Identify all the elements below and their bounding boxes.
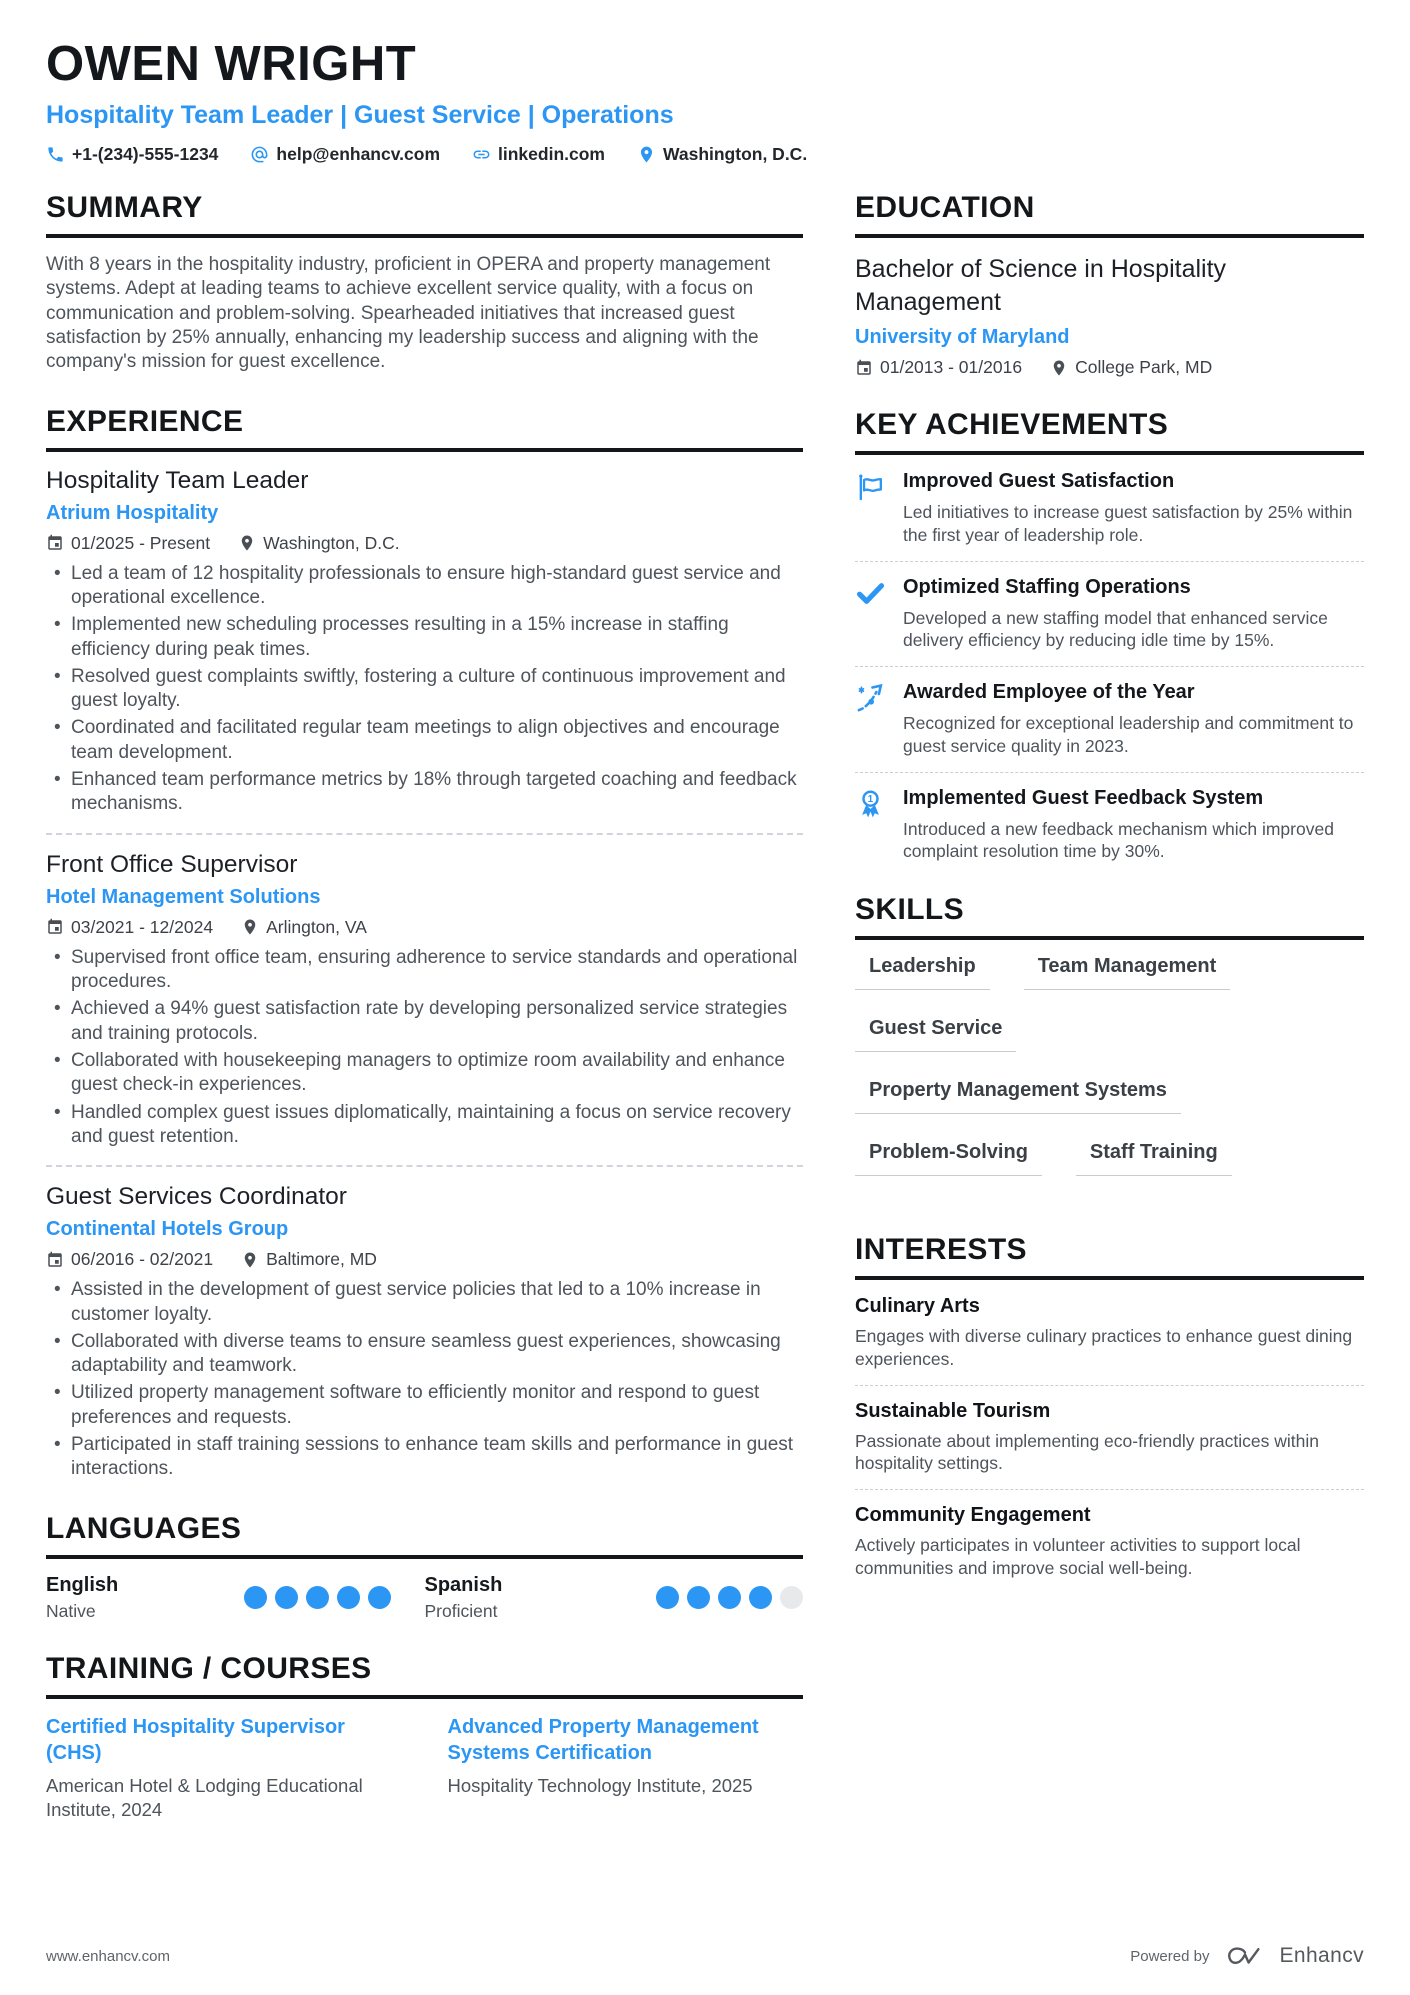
powered-by (1130, 1943, 1364, 1969)
website-url: linkedin.com (498, 144, 605, 164)
job-dates: 01/2025 - Present (46, 533, 210, 554)
achievements-section (855, 408, 1364, 863)
job-location: Baltimore, MD (241, 1249, 377, 1270)
location-pin-icon (1050, 359, 1068, 377)
experience-entry (46, 1183, 803, 1482)
interest-item (855, 1400, 1364, 1476)
language-item (46, 1574, 425, 1622)
job-dates: 03/2021 - 12/2024 (46, 917, 213, 938)
svg-text:1: 1 (867, 793, 874, 805)
at-icon (250, 145, 269, 164)
training-heading: TRAINING / COURSES (46, 1652, 803, 1699)
course-item (448, 1714, 804, 1822)
divider (855, 561, 1364, 562)
skill-item: Team Management (1024, 955, 1231, 990)
interest-text: Passionate about implementing eco-friendly practices within hospitality settings. (855, 1430, 1319, 1474)
enhancv-logo (1221, 1943, 1267, 1969)
contact-row (46, 144, 1364, 165)
skills-list (855, 955, 1364, 1203)
job-title: Hospitality Team Leader (46, 466, 309, 494)
divider (855, 1385, 1364, 1386)
achievement-text: Developed a new staffing model that enhanced service delivery efficiency by reducing idle time by 15%. (903, 607, 1328, 651)
education-section (855, 191, 1364, 378)
experience-entry (46, 851, 803, 1150)
contact-email[interactable] (250, 144, 440, 165)
interest-text: Actively participates in volunteer activities to support local communities and improve social well-being. (855, 1535, 1301, 1578)
degree: Bachelor of Science in Hospitality Management (855, 255, 1227, 316)
job-bullets (46, 562, 803, 817)
language-level: Native (46, 1600, 96, 1621)
bullet: • Achieved a 94% guest satisfaction rate by developing personalized service strategies and training protocols. (46, 997, 803, 1046)
language-proficiency-dots (244, 1586, 391, 1609)
course-org: Hospitality Technology Institute, 2025 (447, 1774, 753, 1796)
education-heading: EDUCATION (855, 191, 1364, 238)
education-location: College Park, MD (1050, 357, 1212, 378)
achievement-title: Implemented Guest Feedback System (903, 786, 1264, 809)
bullet: • Collaborated with housekeeping managers to optimize room availability and enhance guest check-in experiences. (46, 1049, 803, 1098)
job-bullets (46, 1278, 803, 1482)
summary-text: With 8 years in the hospitality industry, proficient in OPERA and property management systems. Adept at leading teams to achieve excellent service quality, with a focus on communication and problem-solving. Spearheaded initiatives that increased guest satisfaction by 25% annually, enhancing my leadership success and aligning with the company's mission for guest excellence. (46, 254, 771, 373)
skills-heading: SKILLS (855, 893, 1364, 940)
email-address: help@enhancv.com (276, 144, 441, 164)
achievement-item (855, 470, 1364, 547)
job-location: Washington, D.C. (238, 533, 400, 554)
dot-filled (244, 1586, 267, 1609)
training-section (46, 1652, 803, 1822)
dot-filled (337, 1586, 360, 1609)
bullet: • Collaborated with diverse teams to ensure seamless guest experiences, showcasing adaptability and teamwork. (46, 1330, 803, 1379)
link-icon (472, 145, 491, 164)
course-name: Certified Hospitality Supervisor (CHS) (46, 1715, 345, 1764)
job-bullets (46, 946, 803, 1150)
location-pin-icon (238, 534, 256, 552)
school: University of Maryland (855, 326, 1070, 348)
divider (855, 1489, 1364, 1490)
course-org: American Hotel & Lodging Educational Institute, 2024 (46, 1774, 363, 1820)
right-column (855, 191, 1364, 1852)
interest-title: Culinary Arts (855, 1295, 980, 1317)
interest-item (855, 1504, 1364, 1580)
dot-filled (749, 1586, 772, 1609)
achievement-title: Optimized Staffing Operations (903, 575, 1191, 598)
header (46, 36, 1364, 165)
achievement-text: Led initiatives to increase guest satisfaction by 25% within the first year of leadership role. (903, 502, 1353, 545)
job-title: Guest Services Coordinator (46, 1183, 347, 1211)
bullet: • Enhanced team performance metrics by 18% through targeted coaching and feedback mechanisms. (46, 768, 803, 817)
achievement-text: Recognized for exceptional leadership and commitment to guest service quality in 2023. (903, 713, 1354, 756)
languages-heading: LANGUAGES (46, 1512, 803, 1559)
headline: Hospitality Team Leader | Guest Service | Operations (46, 101, 674, 129)
bullet: • Implemented new scheduling processes resulting in a 15% increase in staffing efficiency during peak times. (46, 613, 803, 662)
flag-icon (855, 472, 886, 503)
bullet: • Resolved guest complaints swiftly, fostering a culture of continuous improvement and guest loyalty. (46, 665, 803, 714)
experience-section (46, 405, 803, 1482)
job-title: Front Office Supervisor (46, 850, 298, 878)
interest-title: Community Engagement (855, 1504, 1091, 1526)
course-name: Advanced Property Management Systems Certification (447, 1715, 759, 1764)
dot-filled (306, 1586, 329, 1609)
left-column (46, 191, 803, 1852)
job-company: Hotel Management Solutions (46, 885, 321, 908)
dot-filled (656, 1586, 679, 1609)
divider (46, 833, 803, 835)
achievement-title: Awarded Employee of the Year (903, 681, 1195, 703)
skill-item: Staff Training (1076, 1141, 1232, 1176)
skill-item: Guest Service (855, 1017, 1016, 1052)
languages-section (46, 1512, 803, 1622)
phone-icon (46, 145, 65, 164)
dot-filled (275, 1586, 298, 1609)
education-dates: 01/2013 - 01/2016 (855, 357, 1022, 378)
bullet: • Participated in staff training sessions to enhance team skills and performance in guest interactions. (46, 1433, 803, 1482)
achievements-heading: KEY ACHIEVEMENTS (855, 408, 1364, 455)
footer (46, 1943, 1364, 1969)
location-text: Washington, D.C. (662, 144, 808, 164)
bullet: • Utilized property management software to efficiently monitor and respond to guest preferences and requests. (46, 1381, 803, 1430)
dot-filled (718, 1586, 741, 1609)
skill-item: Property Management Systems (855, 1079, 1181, 1114)
job-location: Arlington, VA (241, 917, 367, 938)
skill-item: Leadership (855, 955, 990, 990)
calendar-icon (46, 918, 64, 936)
summary-heading: SUMMARY (46, 191, 803, 238)
check-icon (855, 578, 886, 609)
job-company: Atrium Hospitality (46, 501, 219, 524)
calendar-icon (855, 359, 873, 377)
achievement-item (855, 787, 1364, 864)
calendar-icon (46, 534, 64, 552)
contact-website[interactable] (472, 144, 605, 165)
brand-name[interactable]: Enhancv (1279, 1944, 1364, 1967)
bullet: • Led a team of 12 hospitality professionals to ensure high-standard guest service and operational excellence. (46, 562, 803, 611)
experience-heading: EXPERIENCE (46, 405, 803, 452)
interests-heading: INTERESTS (855, 1233, 1364, 1280)
bullet: • Handled complex guest issues diplomatically, maintaining a focus on service recovery and guest retention. (46, 1101, 803, 1150)
job-dates: 06/2016 - 02/2021 (46, 1249, 213, 1270)
person-name: OWEN WRIGHT (46, 37, 417, 91)
powered-by-label: Powered by (1130, 1947, 1210, 1965)
achievement-item (855, 576, 1364, 653)
language-name: English (46, 1573, 119, 1596)
achievement-text: Introduced a new feedback mechanism which improved complaint resolution time by 30%. (903, 818, 1334, 862)
location-pin-icon (241, 1251, 259, 1269)
medal-icon (855, 789, 886, 820)
phone-number: +1-(234)-555-1234 (72, 144, 219, 164)
dot-filled (368, 1586, 391, 1609)
achievement-item (855, 681, 1364, 758)
dot-empty (780, 1586, 803, 1609)
skills-section (855, 893, 1364, 1203)
language-name: Spanish (424, 1573, 503, 1596)
interests-section (855, 1233, 1364, 1580)
growth-arrow-icon (855, 683, 886, 714)
language-level: Proficient (424, 1600, 498, 1621)
interest-item (855, 1295, 1364, 1371)
interest-title: Sustainable Tourism (855, 1399, 1051, 1422)
divider (855, 772, 1364, 773)
language-item (425, 1574, 804, 1622)
interest-text: Engages with diverse culinary practices to enhance guest dining experiences. (855, 1326, 1353, 1369)
job-company: Continental Hotels Group (46, 1218, 289, 1241)
location-pin-icon (637, 145, 656, 164)
achievement-title: Improved Guest Satisfaction (903, 470, 1175, 492)
language-proficiency-dots (656, 1586, 803, 1609)
dot-filled (687, 1586, 710, 1609)
contact-phone (46, 144, 218, 165)
divider (855, 666, 1364, 667)
divider (46, 1165, 803, 1167)
bullet: • Supervised front office team, ensuring adherence to service standards and operational procedures. (46, 946, 803, 995)
bullet: • Assisted in the development of guest service policies that led to a 10% increase in customer loyalty. (46, 1278, 803, 1327)
bullet: • Coordinated and facilitated regular team meetings to align objectives and encourage team development. (46, 716, 803, 765)
summary-section (46, 191, 803, 375)
location-pin-icon (241, 918, 259, 936)
footer-url[interactable]: www.enhancv.com (46, 1947, 170, 1965)
contact-location (637, 144, 807, 165)
skill-item: Problem-Solving (855, 1141, 1042, 1176)
calendar-icon (46, 1251, 64, 1269)
course-item (46, 1714, 402, 1822)
experience-entry (46, 467, 803, 817)
